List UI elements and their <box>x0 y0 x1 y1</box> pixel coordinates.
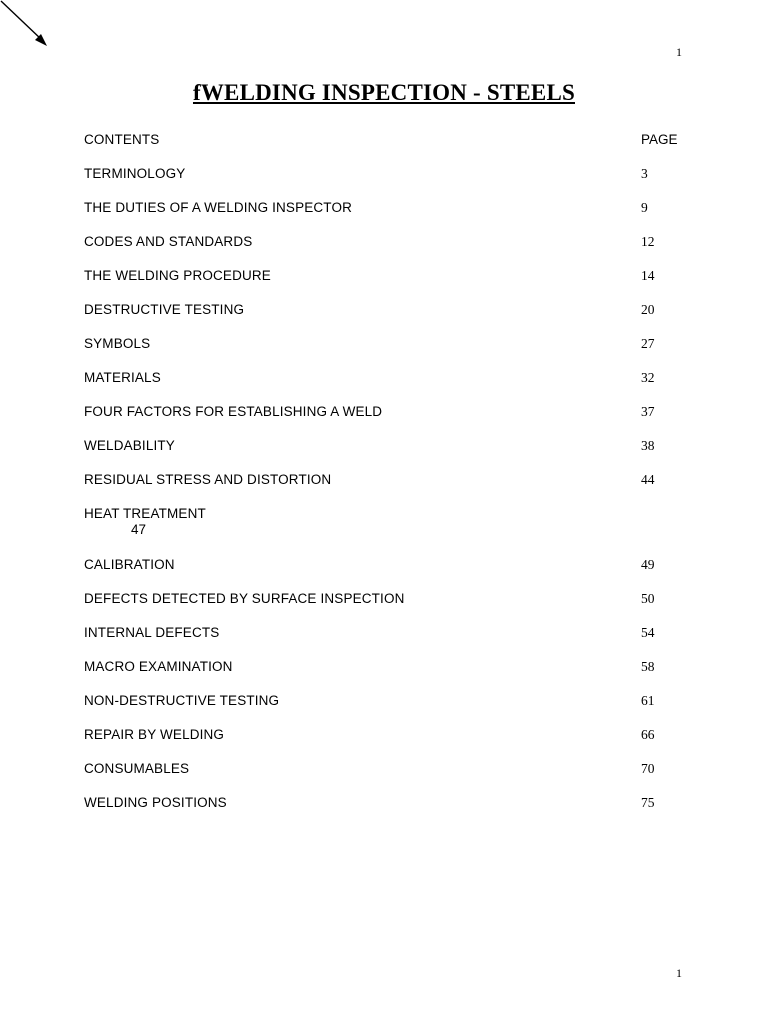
toc-header-page: PAGE <box>641 132 678 147</box>
toc-entry-label: FOUR FACTORS FOR ESTABLISHING A WELD <box>84 404 383 419</box>
toc-entry <box>84 302 704 336</box>
toc-entry-page: 32 <box>641 370 655 385</box>
page-title: fWELDING INSPECTION - STEELS <box>192 80 575 105</box>
toc-entry-label: SYMBOLS <box>84 336 151 351</box>
toc-entry-page: 12 <box>641 234 655 249</box>
toc-entry <box>84 727 704 761</box>
toc-entry-page: 58 <box>641 659 655 674</box>
toc-entry <box>84 659 704 693</box>
toc-entry-label: TERMINOLOGY <box>84 166 186 181</box>
toc-entry-label: CODES AND STANDARDS <box>84 234 253 249</box>
toc-entry <box>84 795 704 829</box>
toc-entry <box>84 336 704 370</box>
toc-entry-page: 38 <box>641 438 655 453</box>
toc-entry-label: THE WELDING PROCEDURE <box>84 268 271 283</box>
toc-entry-page: 14 <box>641 268 655 283</box>
toc-entry-page: 75 <box>641 795 655 810</box>
toc-entry <box>84 370 704 404</box>
toc-entry <box>84 200 704 234</box>
toc-entry-label: DESTRUCTIVE TESTING <box>84 302 245 317</box>
toc-entry-label: NON-DESTRUCTIVE TESTING <box>84 693 280 708</box>
toc-entry-page: 50 <box>641 591 655 606</box>
toc-entry <box>84 506 704 557</box>
toc-entry-page: 70 <box>641 761 655 776</box>
toc-entry-page: 61 <box>641 693 655 708</box>
corner-arrow-icon <box>0 0 50 50</box>
toc-entry-label: INTERNAL DEFECTS <box>84 625 220 640</box>
toc-entry-label: MACRO EXAMINATION <box>84 659 233 674</box>
toc-entry-page: 37 <box>641 404 655 419</box>
toc-entry-label: HEAT TREATMENT <box>84 506 206 521</box>
toc-entry-page: 47 <box>131 522 147 537</box>
toc-entry <box>84 268 704 302</box>
toc-entry-page: 3 <box>641 166 648 181</box>
page-number-top: 1 <box>676 45 682 59</box>
toc-entry-page: 66 <box>641 727 655 742</box>
toc-entry-label: CALIBRATION <box>84 557 175 572</box>
toc-entry <box>84 404 704 438</box>
page-number-bottom: 1 <box>676 966 682 980</box>
toc-entry-page: 20 <box>641 302 655 317</box>
toc-entry <box>84 234 704 268</box>
toc-entry-label: CONSUMABLES <box>84 761 190 776</box>
toc-entry-page: 54 <box>641 625 655 640</box>
toc-entry-page: 27 <box>641 336 655 351</box>
toc-entry-label: REPAIR BY WELDING <box>84 727 225 742</box>
toc-entry <box>84 761 704 795</box>
toc-entry <box>84 625 704 659</box>
toc-entry-page: 9 <box>641 200 648 215</box>
toc-entry <box>84 166 704 200</box>
toc-entry-label: DEFECTS DETECTED BY SURFACE INSPECTION <box>84 591 405 606</box>
toc-entry-label: MATERIALS <box>84 370 161 385</box>
toc-entry <box>84 472 704 506</box>
toc-header-label: CONTENTS <box>84 132 160 147</box>
toc-entry-label: WELDING POSITIONS <box>84 795 227 810</box>
toc-entry-page: 44 <box>641 472 655 487</box>
toc-entry <box>84 557 704 591</box>
toc-header-row <box>84 132 704 166</box>
toc-entry-label: THE DUTIES OF A WELDING INSPECTOR <box>84 200 352 215</box>
toc-entry <box>84 591 704 625</box>
toc-entry-label: WELDABILITY <box>84 438 175 453</box>
toc-entry <box>84 693 704 727</box>
toc-entry-label: RESIDUAL STRESS AND DISTORTION <box>84 472 332 487</box>
toc-entry <box>84 438 704 472</box>
toc-entry-page: 49 <box>641 557 655 572</box>
table-of-contents <box>84 132 704 829</box>
